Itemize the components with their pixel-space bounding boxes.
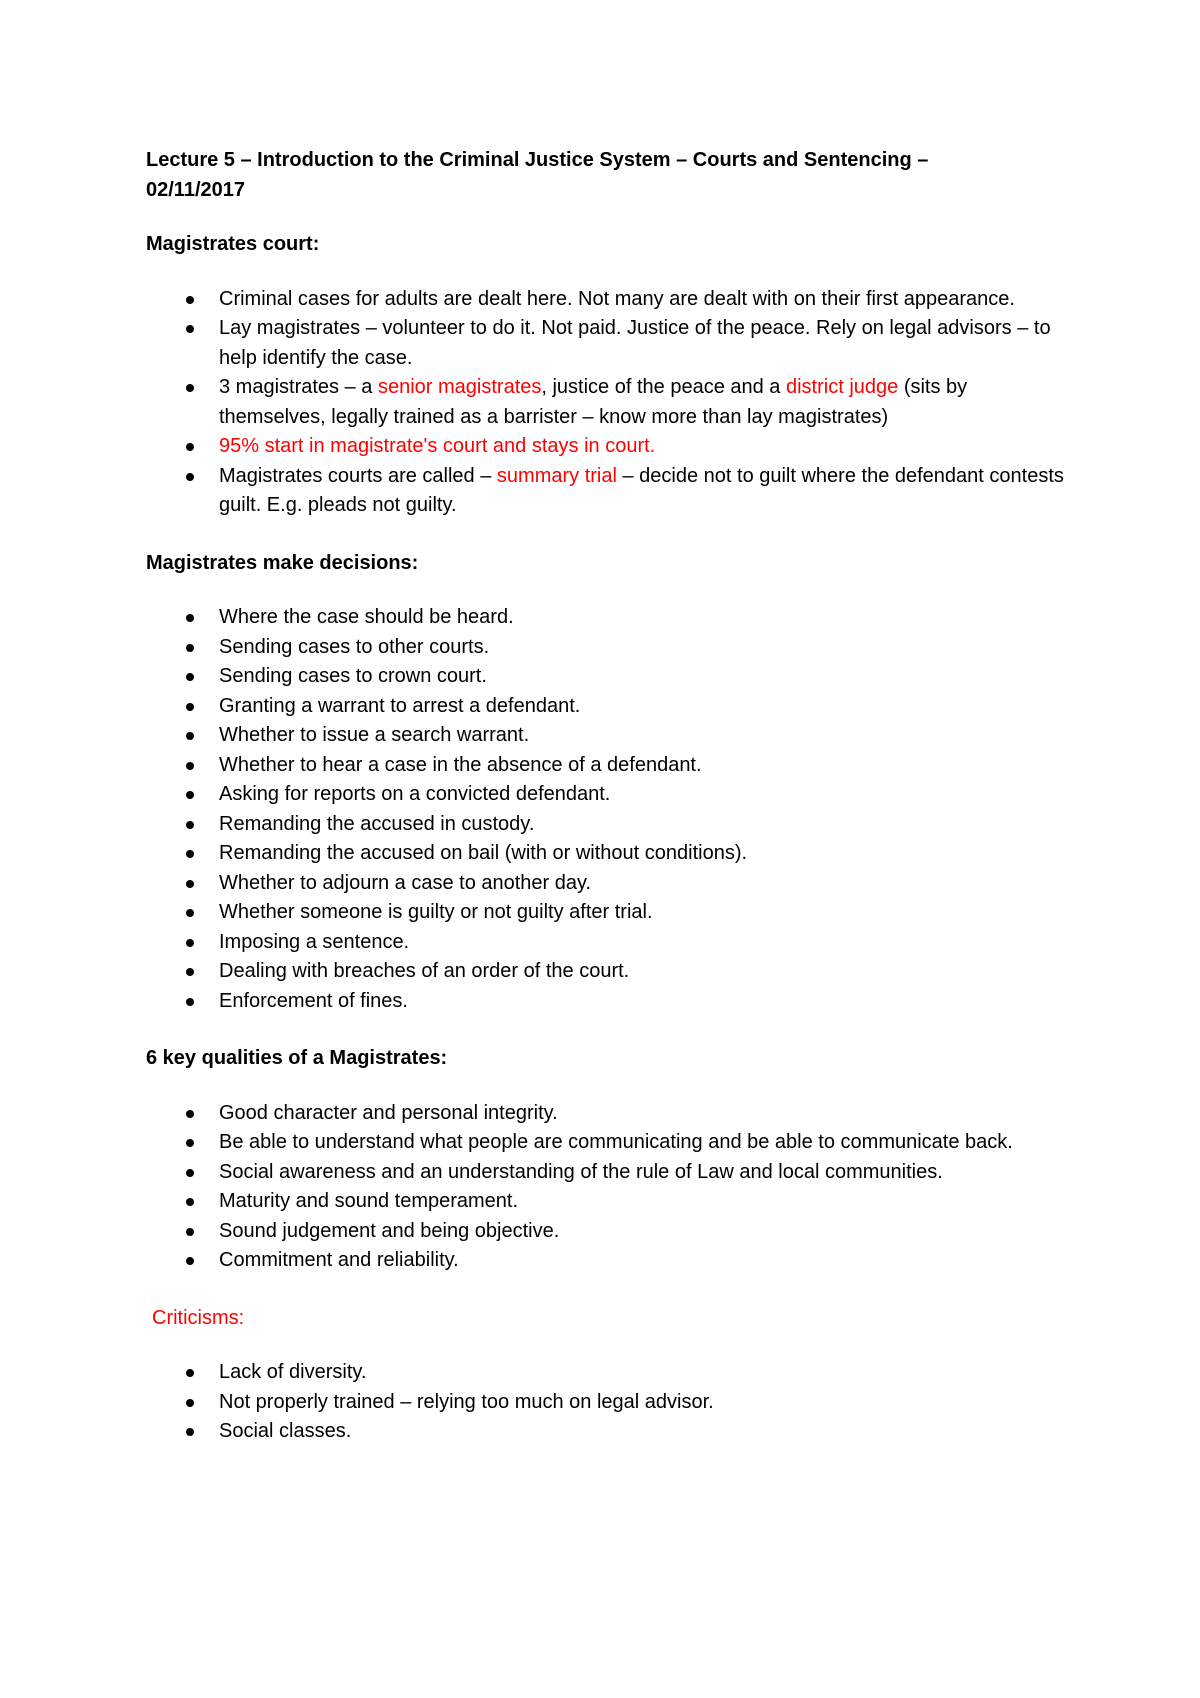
list-item [146, 462, 1076, 521]
list-item [146, 603, 1076, 633]
list-item-text: Where the case should be heard. [219, 606, 514, 628]
list-item [146, 839, 1076, 869]
list-item [146, 1128, 1076, 1158]
list-item [146, 810, 1076, 840]
list-item [146, 1187, 1076, 1217]
list-item-text: Social awareness and an understanding of the rule of Law and local communities. [219, 1160, 943, 1183]
list-item-text: Be able to understand what people are communicating and be able to communicate back. [219, 1131, 1013, 1153]
list-item-text: Whether to hear a case in the absence of a defendant. [219, 753, 702, 776]
section-heading-qualities: 6 key qualities of a Magistrates: [146, 1047, 448, 1069]
list-item-text: Whether someone is guilty or not guilty after trial. [219, 901, 653, 923]
list-item [146, 898, 1076, 928]
highlight-95-percent: 95% start in magistrate's court and stays in court. [219, 435, 656, 457]
list-item [146, 1417, 1076, 1447]
list-item-text: Whether to issue a search warrant. [219, 724, 530, 746]
list-item [146, 285, 1076, 315]
list-item-text: Not properly trained – relying too much on legal advisor. [219, 1390, 714, 1413]
highlight-summary-trial: summary trial [496, 464, 617, 487]
section-heading-decisions: Magistrates make decisions: [146, 551, 419, 574]
list-item-text: Social classes. [219, 1420, 352, 1442]
list-item-text: Enforcement of fines. [219, 989, 408, 1012]
document-title: Lecture 5 – Introduction to the Criminal Justice System – Courts and Sentencing – 02/11/2017 [146, 149, 929, 201]
list-item-text: Good character and personal integrity. [219, 1101, 558, 1124]
decisions-list [146, 603, 1076, 1016]
list-item [146, 1158, 1076, 1188]
list-item [146, 780, 1076, 810]
list-item-text-part: , justice of the peace and a [541, 376, 786, 398]
list-item [146, 987, 1076, 1017]
list-item [146, 721, 1076, 751]
list-item-text-part: (sits by themselves, legally trained as a barrister – know more than lay magistrates) [219, 376, 968, 428]
qualities-list [146, 1099, 1076, 1276]
list-item-text: Criminal cases for adults are dealt here. Not many are dealt with on their first appearance. [219, 287, 1015, 310]
list-item [146, 633, 1076, 663]
list-item-text-part: 3 magistrates – a [219, 376, 378, 398]
list-item [146, 928, 1076, 958]
list-item-text: Granting a warrant to arrest a defendant. [219, 694, 581, 717]
list-item-text: Sending cases to other courts. [219, 635, 490, 658]
section-heading-magistrates-court: Magistrates court: [146, 233, 320, 255]
list-item-text: Maturity and sound temperament. [219, 1190, 519, 1212]
list-item-text-part: Magistrates courts are called – [219, 464, 497, 487]
list-item [146, 957, 1076, 987]
list-item [146, 1246, 1076, 1276]
list-item-text: Dealing with breaches of an order of the court. [219, 960, 630, 982]
list-item [146, 1099, 1076, 1129]
list-item [146, 314, 1076, 373]
list-item-text: Whether to adjourn a case to another day. [219, 871, 592, 894]
list-item-text: Commitment and reliability. [219, 1249, 459, 1271]
list-item [146, 692, 1076, 722]
list-item-text: Sound judgement and being objective. [219, 1219, 560, 1242]
list-item [146, 373, 1076, 432]
list-item-text: Asking for reports on a convicted defendant. [219, 783, 611, 805]
highlight-district-judge: district judge [785, 376, 899, 398]
list-item-text: Remanding the accused on bail (with or without conditions). [219, 842, 748, 864]
section-heading-criticisms: Criticisms: [152, 1306, 245, 1329]
list-item [146, 662, 1076, 692]
list-item-text: Sending cases to crown court. [219, 665, 487, 687]
highlight-senior-magistrates: senior magistrates [377, 376, 542, 398]
list-item-text: Remanding the accused in custody. [219, 812, 535, 835]
list-item-text: Lay magistrates – volunteer to do it. Not paid. Justice of the peace. Rely on legal advisors – to help identify the case. [219, 317, 1051, 369]
list-item [146, 432, 1076, 462]
list-item-text-part: – decide not to guilt where the defendant contests guilt. E.g. pleads not guilty. [219, 464, 1064, 516]
list-item [146, 1358, 1076, 1388]
criticisms-list [146, 1358, 1076, 1447]
list-item [146, 869, 1076, 899]
list-item [146, 751, 1076, 781]
list-item-text: Imposing a sentence. [219, 930, 410, 953]
list-item [146, 1217, 1076, 1247]
list-item-text: Lack of diversity. [219, 1361, 367, 1383]
document-body [146, 146, 1076, 1475]
magistrates-court-list [146, 285, 1076, 521]
list-item [146, 1388, 1076, 1418]
